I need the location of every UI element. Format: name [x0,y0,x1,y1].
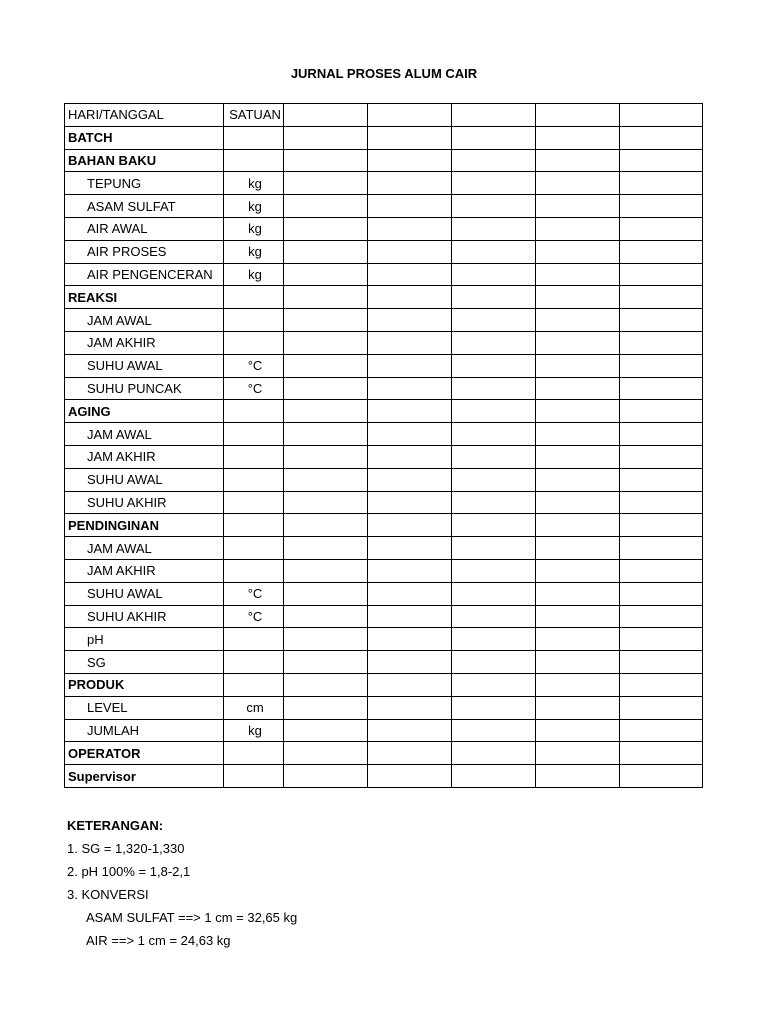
entry-cell[interactable] [620,445,703,468]
entry-cell[interactable] [452,445,536,468]
row-label: SG [65,651,224,674]
row-label: PRODUK [65,673,224,696]
entry-cell[interactable] [620,400,703,423]
entry-cell[interactable] [536,331,620,354]
entry-cell[interactable] [452,719,536,742]
row-unit: kg [224,263,284,286]
entry-cell[interactable] [452,149,536,172]
entry-cell[interactable] [536,377,620,400]
entry-cell[interactable] [368,765,452,788]
entry-cell[interactable] [536,582,620,605]
entry-cell[interactable] [368,673,452,696]
entry-cell[interactable] [284,445,368,468]
entry-cell[interactable] [452,696,536,719]
row-unit [224,559,284,582]
header-unit-label: SATUAN [224,104,284,127]
entry-cell[interactable] [284,468,368,491]
table-row [65,651,703,674]
entry-cell[interactable] [452,651,536,674]
entry-cell[interactable] [620,719,703,742]
entry-cell[interactable] [620,309,703,332]
entry-cell[interactable] [536,559,620,582]
row-label: AGING [65,400,224,423]
table-row [65,195,703,218]
table-row [65,172,703,195]
table-row [65,309,703,332]
entry-cell[interactable] [536,742,620,765]
entry-cell[interactable] [368,240,452,263]
entry-cell[interactable] [452,126,536,149]
entry-cell[interactable] [536,149,620,172]
entry-cell[interactable] [620,742,703,765]
entry-cell[interactable] [368,537,452,560]
entry-cell[interactable] [368,559,452,582]
entry-cell[interactable] [368,104,452,127]
entry-cell[interactable] [452,377,536,400]
table-row [65,628,703,651]
entry-cell[interactable] [536,514,620,537]
row-unit: kg [224,195,284,218]
row-label: JAM AKHIR [65,559,224,582]
row-label: JAM AWAL [65,423,224,446]
note-line: AIR ==> 1 cm = 24,63 kg [86,933,231,948]
entry-cell[interactable] [452,309,536,332]
row-unit: kg [224,240,284,263]
entry-cell[interactable] [368,354,452,377]
entry-cell[interactable] [284,217,368,240]
row-label: SUHU AWAL [65,354,224,377]
entry-cell[interactable] [368,628,452,651]
entry-cell[interactable] [536,445,620,468]
entry-cell[interactable] [368,400,452,423]
row-label: AIR AWAL [65,217,224,240]
table-row [65,445,703,468]
row-unit [224,423,284,446]
entry-cell[interactable] [368,217,452,240]
entry-cell[interactable] [620,559,703,582]
entry-cell[interactable] [536,104,620,127]
row-unit [224,537,284,560]
entry-cell[interactable] [536,719,620,742]
entry-cell[interactable] [620,149,703,172]
entry-cell[interactable] [620,651,703,674]
entry-cell[interactable] [452,765,536,788]
entry-cell[interactable] [284,765,368,788]
entry-cell[interactable] [536,491,620,514]
entry-cell[interactable] [620,537,703,560]
row-unit: kg [224,217,284,240]
notes-lines [67,837,297,952]
row-label: JUMLAH [65,719,224,742]
row-label: JAM AKHIR [65,331,224,354]
table-row [65,696,703,719]
table-row [65,468,703,491]
entry-cell[interactable] [284,400,368,423]
entry-cell[interactable] [536,673,620,696]
entry-cell[interactable] [452,559,536,582]
table-row [65,149,703,172]
entry-cell[interactable] [536,286,620,309]
entry-cell[interactable] [536,605,620,628]
row-label: pH [65,628,224,651]
table-row [65,673,703,696]
row-unit [224,309,284,332]
row-label: TEPUNG [65,172,224,195]
row-label: SUHU AKHIR [65,605,224,628]
entry-cell[interactable] [620,491,703,514]
entry-cell[interactable] [368,605,452,628]
page-title: JURNAL PROSES ALUM CAIR [290,66,478,81]
entry-cell[interactable] [284,240,368,263]
entry-cell[interactable] [536,468,620,491]
entry-cell[interactable] [368,309,452,332]
header-date-label: HARI/TANGGAL [65,104,224,127]
entry-cell[interactable] [536,537,620,560]
entry-cell[interactable] [620,126,703,149]
entry-cell[interactable] [620,765,703,788]
entry-cell[interactable] [452,331,536,354]
entry-cell[interactable] [368,423,452,446]
entry-cell[interactable] [620,628,703,651]
entry-cell[interactable] [452,742,536,765]
table-row [65,537,703,560]
entry-cell[interactable] [284,377,368,400]
entry-cell[interactable] [284,149,368,172]
row-unit: °C [224,377,284,400]
entry-cell[interactable] [284,514,368,537]
entry-cell[interactable] [452,172,536,195]
entry-cell[interactable] [284,582,368,605]
entry-cell[interactable] [536,651,620,674]
entry-cell[interactable] [620,377,703,400]
entry-cell[interactable] [368,195,452,218]
table-row [65,491,703,514]
note-line: 2. pH 100% = 1,8-2,1 [67,864,191,879]
table-row [65,765,703,788]
journal-table [64,103,703,788]
row-label: LEVEL [65,696,224,719]
row-unit: °C [224,354,284,377]
entry-cell[interactable] [284,651,368,674]
entry-cell[interactable] [452,354,536,377]
table-row [65,423,703,446]
row-unit [224,400,284,423]
entry-cell[interactable] [368,172,452,195]
entry-cell[interactable] [536,263,620,286]
entry-cell[interactable] [284,491,368,514]
table-row [65,605,703,628]
row-unit: kg [224,719,284,742]
entry-cell[interactable] [620,240,703,263]
entry-cell[interactable] [620,331,703,354]
row-unit [224,765,284,788]
row-label: JAM AWAL [65,537,224,560]
entry-cell[interactable] [284,605,368,628]
entry-cell[interactable] [452,217,536,240]
entry-cell[interactable] [620,423,703,446]
row-label: JAM AWAL [65,309,224,332]
entry-cell[interactable] [284,559,368,582]
row-unit [224,628,284,651]
entry-cell[interactable] [536,400,620,423]
row-label: BATCH [65,126,224,149]
row-unit [224,673,284,696]
note-line: 1. SG = 1,320-1,330 [67,841,185,856]
notes-section [67,814,297,952]
entry-cell[interactable] [452,423,536,446]
entry-cell[interactable] [620,514,703,537]
entry-cell[interactable] [536,354,620,377]
entry-cell[interactable] [368,126,452,149]
entry-cell[interactable] [284,331,368,354]
entry-cell[interactable] [536,240,620,263]
entry-cell[interactable] [284,354,368,377]
entry-cell[interactable] [368,582,452,605]
entry-cell[interactable] [368,742,452,765]
entry-cell[interactable] [284,126,368,149]
entry-cell[interactable] [284,104,368,127]
table-row [65,400,703,423]
row-label: Supervisor [65,765,224,788]
entry-cell[interactable] [284,696,368,719]
entry-cell[interactable] [452,195,536,218]
entry-cell[interactable] [536,217,620,240]
table-row [65,126,703,149]
row-unit: °C [224,605,284,628]
entry-cell[interactable] [368,651,452,674]
entry-cell[interactable] [620,696,703,719]
entry-cell[interactable] [536,172,620,195]
table-header-row [65,104,703,127]
row-unit [224,445,284,468]
entry-cell[interactable] [368,491,452,514]
note-line: 3. KONVERSI [67,887,149,902]
entry-cell[interactable] [452,286,536,309]
row-unit [224,468,284,491]
table-row [65,354,703,377]
entry-cell[interactable] [284,673,368,696]
entry-cell[interactable] [452,605,536,628]
row-label: SUHU AKHIR [65,491,224,514]
entry-cell[interactable] [284,195,368,218]
table-row [65,377,703,400]
entry-cell[interactable] [536,126,620,149]
entry-cell[interactable] [284,172,368,195]
row-label: BAHAN BAKU [65,149,224,172]
entry-cell[interactable] [620,217,703,240]
row-unit [224,331,284,354]
row-unit [224,742,284,765]
notes-heading: KETERANGAN: [67,818,164,833]
entry-cell[interactable] [452,582,536,605]
row-unit: °C [224,582,284,605]
entry-cell[interactable] [368,445,452,468]
entry-cell[interactable] [620,673,703,696]
entry-cell[interactable] [368,286,452,309]
table-row [65,240,703,263]
table-row [65,514,703,537]
row-unit [224,651,284,674]
entry-cell[interactable] [452,537,536,560]
entry-cell[interactable] [284,423,368,446]
entry-cell[interactable] [620,468,703,491]
table-row [65,742,703,765]
row-label: JAM AKHIR [65,445,224,468]
row-label: REAKSI [65,286,224,309]
entry-cell[interactable] [368,331,452,354]
row-label: SUHU AWAL [65,468,224,491]
entry-cell[interactable] [452,400,536,423]
table-row [65,582,703,605]
table-row [65,217,703,240]
entry-cell[interactable] [620,104,703,127]
entry-cell[interactable] [368,514,452,537]
entry-cell[interactable] [284,537,368,560]
entry-cell[interactable] [620,354,703,377]
entry-cell[interactable] [452,468,536,491]
row-unit [224,126,284,149]
entry-cell[interactable] [368,468,452,491]
row-label: OPERATOR [65,742,224,765]
entry-cell[interactable] [536,765,620,788]
row-unit: cm [224,696,284,719]
row-label: SUHU PUNCAK [65,377,224,400]
entry-cell[interactable] [620,263,703,286]
entry-cell[interactable] [452,104,536,127]
entry-cell[interactable] [452,514,536,537]
row-unit: kg [224,172,284,195]
note-line: ASAM SULFAT ==> 1 cm = 32,65 kg [86,910,298,925]
row-label: SUHU AWAL [65,582,224,605]
entry-cell[interactable] [452,673,536,696]
entry-cell[interactable] [368,696,452,719]
entry-cell[interactable] [284,263,368,286]
row-unit [224,286,284,309]
entry-cell[interactable] [284,628,368,651]
entry-cell[interactable] [368,719,452,742]
entry-cell[interactable] [536,309,620,332]
journal-table-body [65,104,703,788]
table-row [65,331,703,354]
table-row [65,286,703,309]
entry-cell[interactable] [620,195,703,218]
entry-cell[interactable] [284,719,368,742]
entry-cell[interactable] [620,172,703,195]
table-row [65,559,703,582]
entry-cell[interactable] [452,240,536,263]
entry-cell[interactable] [620,582,703,605]
row-unit [224,149,284,172]
row-label: AIR PENGENCERAN [65,263,224,286]
entry-cell[interactable] [620,286,703,309]
entry-cell[interactable] [368,149,452,172]
row-label: AIR PROSES [65,240,224,263]
row-unit [224,514,284,537]
entry-cell[interactable] [536,628,620,651]
table-row [65,263,703,286]
entry-cell[interactable] [284,286,368,309]
entry-cell[interactable] [284,309,368,332]
entry-cell[interactable] [536,423,620,446]
entry-cell[interactable] [368,263,452,286]
entry-cell[interactable] [452,628,536,651]
row-unit [224,491,284,514]
entry-cell[interactable] [368,377,452,400]
entry-cell[interactable] [620,605,703,628]
table-row [65,719,703,742]
entry-cell[interactable] [452,263,536,286]
entry-cell[interactable] [536,195,620,218]
row-label: PENDINGINAN [65,514,224,537]
entry-cell[interactable] [536,696,620,719]
row-label: ASAM SULFAT [65,195,224,218]
entry-cell[interactable] [284,742,368,765]
entry-cell[interactable] [452,491,536,514]
